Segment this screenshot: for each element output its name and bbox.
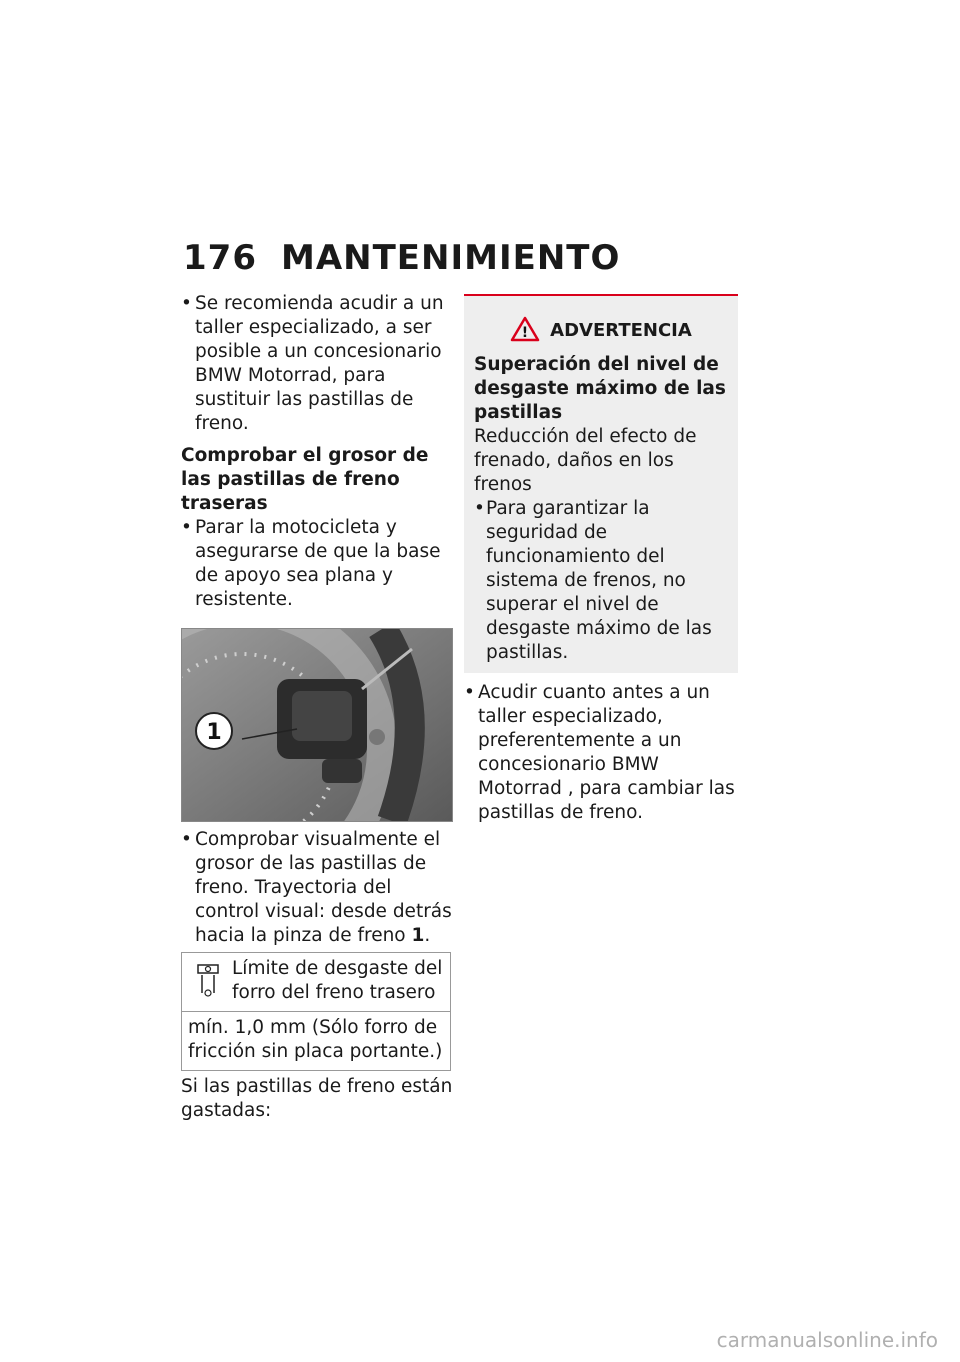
brake-caliper-photo [181,628,453,822]
bullet-icon: • [474,498,485,519]
page-number: 176 [183,238,257,278]
svg-text:!: ! [521,325,529,341]
list-item: • Comprobar visualmente el grosor de las pastillas de freno. Trayectoria del control visual: desde detrás hacia la pinza de freno 1. [181,829,452,946]
spec-title: Límite de desgaste del forro del freno trasero [232,958,443,1003]
list-item: • Acudir cuanto antes a un taller especializado, preferentemente a un concesionario BMW Motorrad , para cambiar las pastillas de freno. [464,682,735,823]
figure-callout-label: 1 [206,720,222,745]
bullet-icon: • [464,682,475,703]
section-title: MANTENIMIENTO [281,238,621,278]
page-header [183,238,620,278]
body-text: Si las pastillas de freno están gastadas: [181,1076,453,1121]
spec-value: mín. 1,0 mm (Sólo forro de fricción sin placa portante.) [188,1017,443,1062]
bullet-icon: • [181,517,192,538]
bullet-icon: • [181,293,192,314]
figure-reference: 1 [411,925,425,946]
list-item: • Parar la motocicleta y asegurarse de que la base de apoyo sea plana y resistente. [181,517,441,610]
watermark: carmanualsonline.info [716,1328,938,1352]
warning-label: ! ADVERTENCIA [474,304,728,353]
warning-title: Superación del nivel de desgaste máximo de las pastillas [474,354,726,423]
left-column [181,292,453,1123]
right-column [464,294,738,825]
warning-triangle-icon [510,316,540,342]
warning-consequence: Reducción del efecto de frenado, daños en los frenos [474,426,697,495]
warning-box [464,294,738,673]
spec-table [181,952,451,1071]
bullet-icon: • [181,829,192,850]
section-heading: Comprobar el grosor de las pastillas de freno traseras [181,445,429,514]
spec-header [182,953,450,1012]
brake-pad-wear-icon [196,963,220,999]
list-item: • Para garantizar la seguridad de funcionamiento del sistema de frenos, no superar el nivel de desgaste máximo de las pastillas. [474,498,712,663]
list-item: • Se recomienda acudir a un taller especializado, a ser posible a un concesionario BMW Motorrad, para sustituir las pastillas de freno. [181,293,444,434]
